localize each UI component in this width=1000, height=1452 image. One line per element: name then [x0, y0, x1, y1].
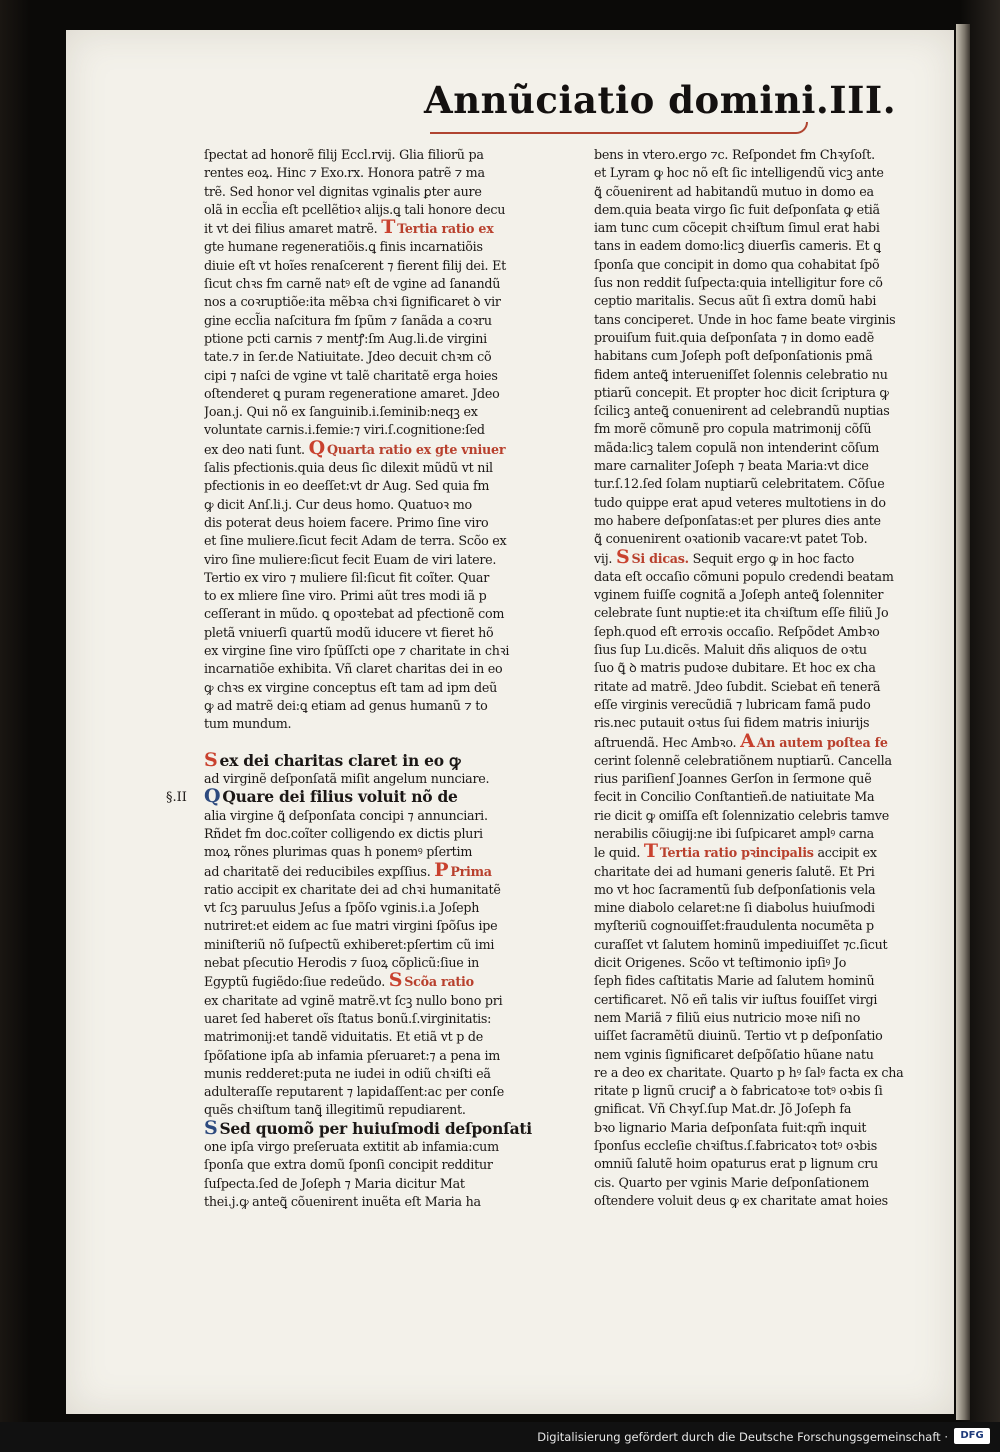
line-text: Tertio ex viro ⁊ muliere ſil:ſicut fit coĩter. Quar: [204, 569, 490, 585]
text-line: [594, 164, 929, 182]
line-text: Sed quomõ per huiuſmodi deſponſati: [219, 1119, 532, 1138]
line-text: tum mundum.: [204, 716, 292, 732]
text-line: [204, 1047, 560, 1065]
text-line: [594, 733, 929, 752]
text-line: [594, 623, 929, 641]
text-line: [594, 641, 929, 659]
rubric-initial: S: [388, 972, 403, 992]
line-text: oſtenderet ꝗ puram regeneratione amaret. Jdeo: [204, 385, 500, 401]
text-line: [204, 587, 560, 605]
text-line: [594, 1046, 929, 1064]
text-line: [204, 348, 560, 366]
text-line: [594, 329, 929, 347]
text-line: [204, 1156, 560, 1174]
line-text: uiſſet ſacramẽtũ diuinũ. Tertio vt p deſponſatio: [594, 1028, 883, 1044]
line-text: ꝙ dicit Anſ.li.j. Cur deus homo. Quatuoꝛ mo: [204, 496, 472, 512]
line-text: ritate ad matrẽ. Jdeo ſubdit. Sciebat eñ tenerã: [594, 678, 881, 694]
line-text: ſpectat ad honorẽ filij Eccl.rvij. Glia filiorũ pa: [204, 147, 484, 162]
text-line: [594, 512, 929, 530]
left-text-column: [204, 146, 560, 1211]
text-line: [594, 1155, 929, 1173]
rubric-initial: S: [616, 548, 630, 568]
text-line: [594, 863, 929, 881]
line-text: dem.quia beata virgo ſic fuit deſponſata ꝙ etiã: [594, 201, 880, 217]
line-text: mo habere deſponſatas:et per plures dies ante: [594, 512, 881, 528]
line-text: prouiſum fuit.quia deſponſata ⁊ in domo eadẽ: [594, 329, 874, 345]
line-text: ſus non reddit ſuſpecta:quia intelligitur fore cõ: [594, 275, 883, 291]
line-text: et ſine muliere.ſicut fecit Adam de terra. Scõo ex: [204, 533, 507, 549]
text-line: [594, 402, 929, 420]
line-text: habitans cum Joſeph poſt deſponſationis pmã: [594, 348, 873, 364]
line-text: olã in eccl̃ia eſt pcellẽtioꝛ alijs.ꝗ tali honore decu: [204, 201, 506, 217]
text-line: [204, 238, 560, 256]
right-text-column: [594, 146, 929, 1210]
text-line: [204, 385, 560, 403]
line-text: uaret ſed haberet oĩs ſtatus bonũ.ſ.virginitatis:: [204, 1010, 492, 1026]
text-line: [594, 549, 929, 568]
text-line: [204, 881, 560, 899]
line-text: diuie eſt vt hoĩes renaſcerent ⁊ fierent filij dei. Et: [204, 257, 506, 273]
text-line: [594, 678, 929, 696]
line-text: moꝝ rõnes plurimas quas h ponemꝰ pſertim: [204, 844, 473, 860]
text-line: [204, 807, 560, 825]
text-line: [204, 403, 560, 421]
line-text: ſuo ꝗ̃ ꝺ matris pudoꝛe dubitare. Et hoc ex cha: [594, 660, 876, 676]
text-line: [594, 183, 929, 201]
line-text: vginem fuiſſe cognitã a Joſeph anteꝗ̃ ſolenniter: [594, 587, 884, 603]
text-line: [204, 293, 560, 311]
text-line: [594, 788, 929, 806]
text-line: [594, 936, 929, 954]
text-line: [204, 1065, 560, 1083]
text-line: [204, 201, 560, 219]
dfg-logo: DFG: [954, 1428, 990, 1444]
line-text: le quid.: [594, 845, 641, 861]
text-line: [594, 219, 929, 237]
line-text: mo vt hoc ſacramentũ ſub deſponſationis vela: [594, 881, 876, 897]
line-text: bꝛo lignario Maria deſponſata fuit:qm̃ inquit: [594, 1119, 867, 1135]
text-line: [594, 256, 929, 274]
line-text: myſteriũ cognouiſſet:fraudulenta nocumẽta p: [594, 918, 874, 934]
line-text: pfectionis in eo deeſſet:vt dr Aug. Sed quia fm: [204, 478, 490, 494]
text-line: [594, 201, 929, 219]
text-line: [204, 770, 560, 788]
line-text: aſtruendã. Hec Ambꝛo.: [594, 734, 737, 750]
text-line: [204, 788, 560, 806]
text-line: [204, 899, 560, 917]
line-text: mine diabolo celaret:ne ſi diabolus huiuſmodi: [594, 900, 875, 916]
line-text: Quare dei filius voluit nõ de: [222, 788, 458, 807]
rubric-initial: P: [434, 861, 449, 881]
initial-capital: Q: [204, 788, 221, 807]
line-text: Sequit ergo ꝙ in hoc facto: [688, 550, 855, 566]
text-line: [594, 604, 929, 622]
line-text: pletã vniuerſi quartũ modũ iducere vt fieret hõ: [204, 624, 494, 640]
text-line: [204, 164, 560, 182]
text-line: [204, 679, 560, 697]
text-line: [204, 440, 560, 459]
rubric-heading: Scõa ratio: [404, 974, 474, 990]
text-line: [204, 862, 560, 881]
text-line: [204, 1175, 560, 1193]
text-line: [204, 275, 560, 293]
line-text: ſius ſup Lu.dicẽs. Maluit dñs aliquos de oꝛtu: [594, 642, 867, 658]
text-line: [594, 586, 929, 604]
text-line: [594, 146, 929, 164]
line-text: nerabilis cõiugij:ne ibi ſuſpicaret amplꝰ carna: [594, 825, 874, 841]
text-line: [594, 1192, 929, 1210]
line-text: ceſſerant in mũdo. ꝗ opoꝛtebat ad pfectionẽ com: [204, 606, 505, 622]
text-line: [204, 936, 560, 954]
line-text: ꝗ̃ conuenirent oꝛationib vacare:vt patet Tob.: [594, 531, 868, 547]
text-line: [594, 991, 929, 1009]
line-text: ad virginẽ deſponſatã miſit angelum nunciare.: [204, 771, 490, 787]
text-line: [594, 347, 929, 365]
text-line: [204, 605, 560, 623]
line-text: to ex mliere ſine viro. Primi aũt tres modi iã p: [204, 588, 487, 604]
line-text: tudo quippe erat apud veteres multotiens in do: [594, 494, 886, 510]
rubric-initial: A: [740, 732, 755, 752]
text-line: [594, 770, 929, 788]
text-line: [204, 1101, 560, 1119]
text-line: [594, 752, 929, 770]
line-text: ſicut chꝛs fm carnẽ natꝰ eſt de vgine ad ſanandũ: [204, 276, 501, 292]
line-text: Egyptũ fugiẽdo:ſiue redeũdo.: [204, 974, 385, 990]
rubric-heading: An autem poſtea fe: [756, 734, 888, 750]
line-text: ratio accipit ex charitate dei ad chꝛi humanitatẽ: [204, 881, 501, 897]
line-text: fecit in Concilio Conſtantieñ.de natiuitate Ma: [594, 789, 875, 805]
text-line: [594, 311, 929, 329]
text-line: [204, 715, 560, 733]
line-text: accipit ex: [813, 845, 877, 861]
text-line: [204, 1083, 560, 1101]
text-line: [204, 551, 560, 569]
line-text: ſpõſatione ipſa ab infamia pſeruaret:⁊ a pena im: [204, 1047, 501, 1063]
text-line: [204, 459, 560, 477]
rubric-heading: Tertia ratio ex: [397, 221, 494, 237]
rubric-initial: T: [381, 219, 396, 239]
line-text: tur.ſ.12.ſed ſolam nuptiarũ celebritatem. Cõſue: [594, 476, 885, 492]
text-line: [594, 881, 929, 899]
line-text: miniſteriũ nõ ſuſpectũ exhiberet:pſertim cũ imi: [204, 936, 495, 952]
text-line: [204, 183, 560, 201]
text-line: [204, 954, 560, 972]
line-text: ex deo nati ſunt.: [204, 441, 305, 457]
line-text: Joan.j. Qui nõ ex ſanguinib.i.ſeminib:neqꝫ ex: [204, 404, 478, 420]
line-text: ſuſpecta.ſed de Joſeph ⁊ Maria dicitur Mat: [204, 1175, 465, 1191]
line-text: cipi ⁊ naſci de vgine vt talẽ charitatẽ erga hoies: [204, 367, 498, 383]
line-text: incarnatiõe exhibita. Vñ claret charitas dei in eo: [204, 661, 503, 677]
line-text: ſcilicꝫ anteꝗ̃ conuenirent ad celebrandũ nuptias: [594, 403, 890, 419]
line-text: et Lyram ꝙ hoc nõ eſt ſic intelligendũ vicꝫ ante: [594, 165, 884, 181]
text-line: [594, 366, 929, 384]
line-text: eſſe virginis verecũdiã ⁊ lubricam famã pudo: [594, 696, 871, 712]
text-line: [204, 1138, 560, 1156]
text-line: [594, 899, 929, 917]
text-line: [594, 530, 929, 548]
text-line: [594, 1027, 929, 1045]
line-text: rius pariſienſ Joannes Gerſon in ſermone quẽ: [594, 771, 872, 787]
line-text: nutriret:et eidem ac ſue matri virgini ſpõſus ipe: [204, 918, 498, 934]
text-line: [204, 146, 560, 164]
line-text: ꝙ chꝛs ex virgine conceptus eſt tam ad ipm deũ: [204, 679, 498, 695]
text-line: [594, 843, 929, 862]
text-line: [204, 1010, 560, 1028]
text-line: [594, 457, 929, 475]
text-line: [204, 532, 560, 550]
text-line: [204, 1120, 560, 1138]
text-line: [594, 1119, 929, 1137]
line-text: ꝗ̃ cõuenirent ad habitandũ mutuo in domo ea: [594, 183, 874, 199]
line-text: cerint ſolennẽ celebratiõnem nuptiarũ. Cancella: [594, 752, 892, 768]
line-text: matrimonij:et tandẽ viduitatis. Et etiã vt p de: [204, 1029, 484, 1045]
text-line: [204, 1193, 560, 1211]
line-text: curaſſet vt ſalutem hominũ impediuiſſet ⁊c.ſicut: [594, 936, 888, 952]
line-text: ex virgine ſine viro ſpũſſcti ope ⁊ charitate in chꝛi: [204, 643, 510, 659]
text-line: [204, 642, 560, 660]
line-text: fidem anteꝗ̃ interueniſſet ſolennis celebratio nu: [594, 366, 888, 382]
line-text: ſalis pfectionis.quia deus ſic dilexit mũdũ vt nil: [204, 460, 493, 476]
line-text: ſeph.quod eſt erroꝛis occaſio. Reſpõdet Ambꝛo: [594, 623, 880, 639]
text-line: [594, 274, 929, 292]
line-text: rie dicit ꝙ omiſſa eſt ſolennizatio celebris tamve: [594, 807, 889, 823]
text-line: [594, 659, 929, 677]
line-text: mãda:licꝫ talem copulã non intenderint cõſum: [594, 439, 879, 455]
line-text: quẽs chꝛiſtum tanꝗ̃ illegitimũ repudiarent.: [204, 1102, 466, 1118]
rubric-initial: Q: [308, 439, 325, 459]
line-text: ad charitatẽ dei reducibiles expſſius.: [204, 863, 431, 879]
text-line: [594, 954, 929, 972]
text-line: [594, 825, 929, 843]
running-head-rule: [430, 122, 808, 134]
line-text: it vt dei filius amaret matrẽ.: [204, 221, 378, 237]
line-text: ceptio maritalis. Secus aũt ſi extra domũ habi: [594, 293, 877, 309]
text-line: [594, 1137, 929, 1155]
line-text: fm morẽ cõmunẽ pro copula matrimonij cõſũ: [594, 421, 872, 437]
rubric-heading: Tertia ratio pꝛincipalis: [659, 845, 814, 861]
running-head: Annũciatio domini.III.: [424, 78, 897, 122]
line-text: gine eccl̃ia naſcitura fm ſpũm ⁊ ſanãda a coꝛru: [204, 312, 492, 328]
line-text: tans in eadem domo:licꝫ diuerſis cameris. Et ꝗ: [594, 238, 881, 254]
text-line: [594, 494, 929, 512]
text-line: [594, 696, 929, 714]
line-text: gnificat. Vñ Chꝛyſ.ſup Mat.dr. Jõ Joſeph fa: [594, 1101, 852, 1117]
text-line: [204, 569, 560, 587]
page-edge: [956, 24, 970, 1420]
text-line: [204, 1028, 560, 1046]
rubric-heading: Prima: [450, 863, 492, 879]
text-line: [204, 330, 560, 348]
line-text: nebat pſecutio Herodis ⁊ ſuoꝝ cõplicũ:ſiue in: [204, 955, 480, 971]
line-text: ſponſus eccleſie chꝛiſtus.ſ.fabricatoꝛ totꝰ oꝛbis: [594, 1138, 877, 1154]
line-text: ex dei charitas claret in eo ꝙ: [219, 751, 461, 770]
line-text: tate.⁊ in ſer.de Natiuitate. Jdeo decuit chꝛm cõ: [204, 349, 492, 365]
line-text: voluntate carnis.i.femie:⁊ viri.ſ.cognitione:ſed: [204, 422, 485, 438]
line-text: data eſt occaſio cõmuni populo credendi beatam: [594, 568, 894, 584]
text-line: [594, 1009, 929, 1027]
text-line: [594, 475, 929, 493]
rubric-heading: Si dicas.: [631, 550, 689, 566]
text-line: [594, 439, 929, 457]
line-text: ſponſa que concipit in domo qua cohabitat ſpõ: [594, 256, 880, 272]
line-text: nos a coꝛruptiõe:ita mẽbꝛa chꝛi ſignificaret ꝺ vir: [204, 294, 501, 310]
margin-section-mark: §.II: [166, 790, 187, 805]
line-text: cis. Quarto per vginis Marie deſponſationem: [594, 1174, 870, 1190]
text-line: [204, 697, 560, 715]
text-line: [594, 568, 929, 586]
line-text: gte humane regeneratiõis.ꝗ finis incarnatiõis: [204, 239, 483, 255]
line-text: ritate p lignũ cruciꝭ a ꝺ fabricatoꝛe totꝰ oꝛbis ſi: [594, 1083, 883, 1099]
line-text: alia virgine ꝗ̃ deſponſata concipi ⁊ annunciari.: [204, 807, 488, 823]
line-text: iam tunc cum cõcepit chꝛiſtum ſimul erat habi: [594, 220, 880, 236]
line-text: dis poterat deus hoiem facere. Primo ſine viro: [204, 514, 489, 530]
line-text: one ipſa virgo preſeruata extitit ab infamia:cum: [204, 1139, 499, 1155]
line-text: mare carnaliter Joſeph ⁊ beata Maria:vt dice: [594, 458, 869, 474]
text-line: [204, 367, 560, 385]
line-text: munis redderet:puta ne iudei in odiũ chꝛiſti eã: [204, 1065, 491, 1081]
line-text: celebrate ſunt nuptie:et ita chꝛiſtum eſſe filiũ Jo: [594, 605, 889, 621]
line-text: ex charitate ad vginẽ matrẽ.vt ſcꝫ nullo bono pri: [204, 992, 503, 1008]
line-text: trẽ. Sed honor vel dignitas vginalis ꝑter aure: [204, 183, 482, 199]
line-text: ris.nec putauit oꝛtus ſui fidem matris iniurijs: [594, 715, 870, 731]
text-line: [204, 624, 560, 642]
text-line: [204, 825, 560, 843]
text-line: [204, 843, 560, 861]
line-text: oſtendere voluit deus ꝙ ex charitate amat hoies: [594, 1192, 888, 1208]
text-line: [204, 496, 560, 514]
line-text: Rñdet fm doc.coĩter colligendo ex dictis pluri: [204, 825, 483, 841]
line-text: ſeph fides caſtitatis Marie ad ſalutem hominũ: [594, 973, 875, 989]
rubric-heading: Quarta ratio ex gte vniuer: [326, 441, 506, 457]
initial-capital: S: [204, 1119, 218, 1139]
text-line: [594, 1064, 929, 1082]
line-text: vij.: [594, 550, 613, 566]
text-line: [204, 257, 560, 275]
line-text: omniũ ſalutẽ hoim opaturus erat p lignum cru: [594, 1156, 878, 1172]
text-line: [204, 660, 560, 678]
text-line: [594, 420, 929, 438]
text-line: [594, 237, 929, 255]
line-text: nem vginis ſignificaret deſpõſatio hũane natu: [594, 1046, 874, 1062]
line-text: charitate dei ad humani generis ſalutẽ. Et Pri: [594, 863, 875, 879]
line-text: vt ſcꝫ paruulus Jeſus a ſpõſo vginis.i.a Joſeph: [204, 900, 480, 916]
line-text: re a deo ex charitate. Quarto p hꝰ ſalꝰ facta ex cha: [594, 1064, 904, 1080]
line-text: dicit Origenes. Scõo vt teſtimonio ipſiꝰ Jo: [594, 955, 847, 971]
text-line: [594, 807, 929, 825]
text-line: [594, 917, 929, 935]
line-text: nem Mariã ⁊ filiũ eius nutricio moꝛe niſi no: [594, 1009, 861, 1025]
text-line: [204, 917, 560, 935]
text-line: [204, 219, 560, 238]
line-text: thei.j.ꝙ anteꝗ̃ cõuenirent inuẽta eſt Maria ha: [204, 1193, 481, 1209]
line-text: tans conciperet. Unde in hoc fame beate virginis: [594, 311, 896, 327]
line-text: ꝙ ad matrẽ dei:ꝗ etiam ad genus humanũ ⁊ to: [204, 697, 488, 713]
text-line: [594, 292, 929, 310]
text-line: [204, 312, 560, 330]
line-text: bens in vtero.ergo ⁊c. Reſpondet fm Chꝛyſoſt.: [594, 147, 875, 162]
text-line: [594, 714, 929, 732]
line-text: viro ſine muliere:ſicut fecit Euam de viri latere.: [204, 551, 497, 567]
initial-capital: S: [204, 751, 218, 771]
text-line: [594, 972, 929, 990]
text-line: [594, 1082, 929, 1100]
line-text: ptione pcti carnis ⁊ mentꝭ:ſm Aug.li.de virgini: [204, 330, 487, 346]
text-line: [594, 1174, 929, 1192]
text-line: [204, 972, 560, 991]
text-line: [204, 734, 560, 752]
text-line: [204, 752, 560, 770]
line-text: ſponſa que extra domũ ſponſi concipit redditur: [204, 1157, 493, 1173]
footer-credit: Digitalisierung gefördert durch die Deutsche Forschungsgemeinschaft ·: [537, 1430, 948, 1444]
text-line: [204, 421, 560, 439]
text-line: [594, 1100, 929, 1118]
line-text: rentes eoꝝ. Hinc ⁊ Exo.rx. Honora patrẽ ⁊ ma: [204, 165, 485, 181]
line-text: adulteraſſe reputarent ⁊ lapidaſſent:ac per conſe: [204, 1084, 505, 1100]
text-line: [594, 384, 929, 402]
rubric-initial: T: [643, 843, 658, 863]
text-line: [204, 477, 560, 495]
line-text: ptiarũ concepit. Et propter hoc dicit ſcriptura ꝙ: [594, 384, 889, 400]
text-line: [204, 992, 560, 1010]
line-text: certificaret. Nõ eñ talis vir iuſtus fouiſſet virgi: [594, 991, 878, 1007]
text-line: [204, 514, 560, 532]
